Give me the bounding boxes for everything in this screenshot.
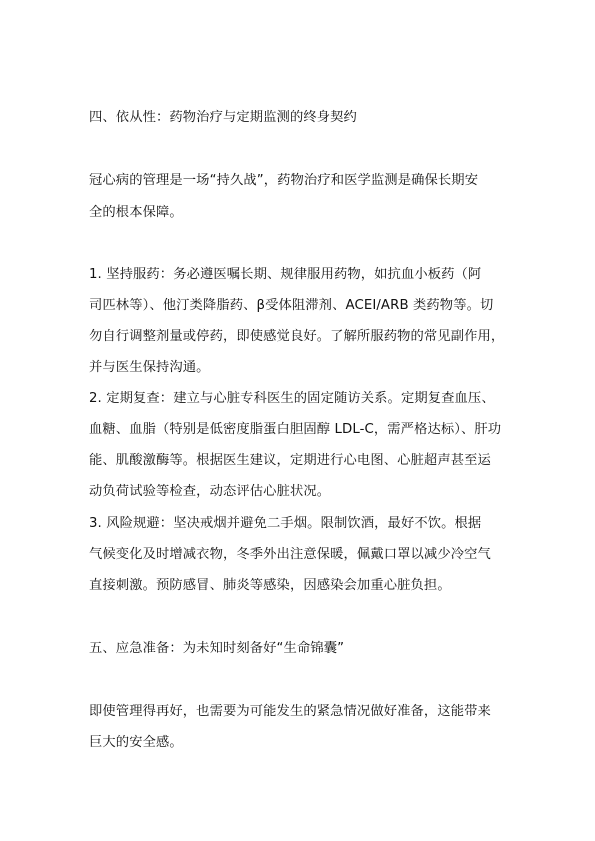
section-5-intro-line-2: 巨大的安全感。 [89, 735, 183, 750]
item-2-line-3: 能、肌酸激酶等。根据医生建议，定期进行心电图、心脏超声甚至运 [89, 453, 491, 468]
item-3-line-2: 气候变化及时增减衣物，冬季外出注意保暖，佩戴口罩以减少冷空气 [89, 547, 491, 562]
item-2-line-4: 动负荷试验等检查，动态评估心脏状况。 [89, 484, 331, 499]
item-3-line-3: 直接刺激。预防感冒、肺炎等感染，因感染会加重心脏负担。 [89, 578, 451, 593]
item-1-line-4: 并与医生保持沟通。 [89, 360, 210, 375]
item-2-line-2: 血糖、血脂（特别是低密度脂蛋白胆固醇 LDL-C，需严格达标）、肝功 [89, 422, 502, 437]
item-1-line-1: 1. 坚持服药：务必遵医嘱长期、规律服用药物，如抗血小板药（阿 [89, 267, 482, 282]
item-2-line-1: 2. 定期复查：建立与心脏专科医生的固定随访关系。定期复查血压、 [89, 391, 495, 406]
item-1-line-2: 司匹林等）、他汀类降脂药、β受体阻滞剂、ACEI/ARB 类药物等。切 [89, 298, 494, 313]
item-3-line-1: 3. 风险规避：坚决戒烟并避免二手烟。限制饮酒，最好不饮。根据 [89, 516, 482, 531]
section-4-intro-line-1: 冠心病的管理是一场“持久战”，药物治疗和医学监测是确保长期安 [89, 173, 479, 188]
section-4-heading: 四、依从性：药物治疗与定期监测的终身契约 [89, 110, 357, 125]
item-1-line-3: 勿自行调整剂量或停药，即使感觉良好。了解所服药物的常见副作用， [89, 329, 505, 344]
section-5-heading: 五、应急准备：为未知时刻备好“生命锦囊” [89, 641, 345, 656]
section-4-intro-line-2: 全的根本保障。 [89, 205, 183, 220]
section-5-intro-line-1: 即使管理得再好，也需要为可能发生的紧急情况做好准备，这能带来 [89, 704, 491, 719]
